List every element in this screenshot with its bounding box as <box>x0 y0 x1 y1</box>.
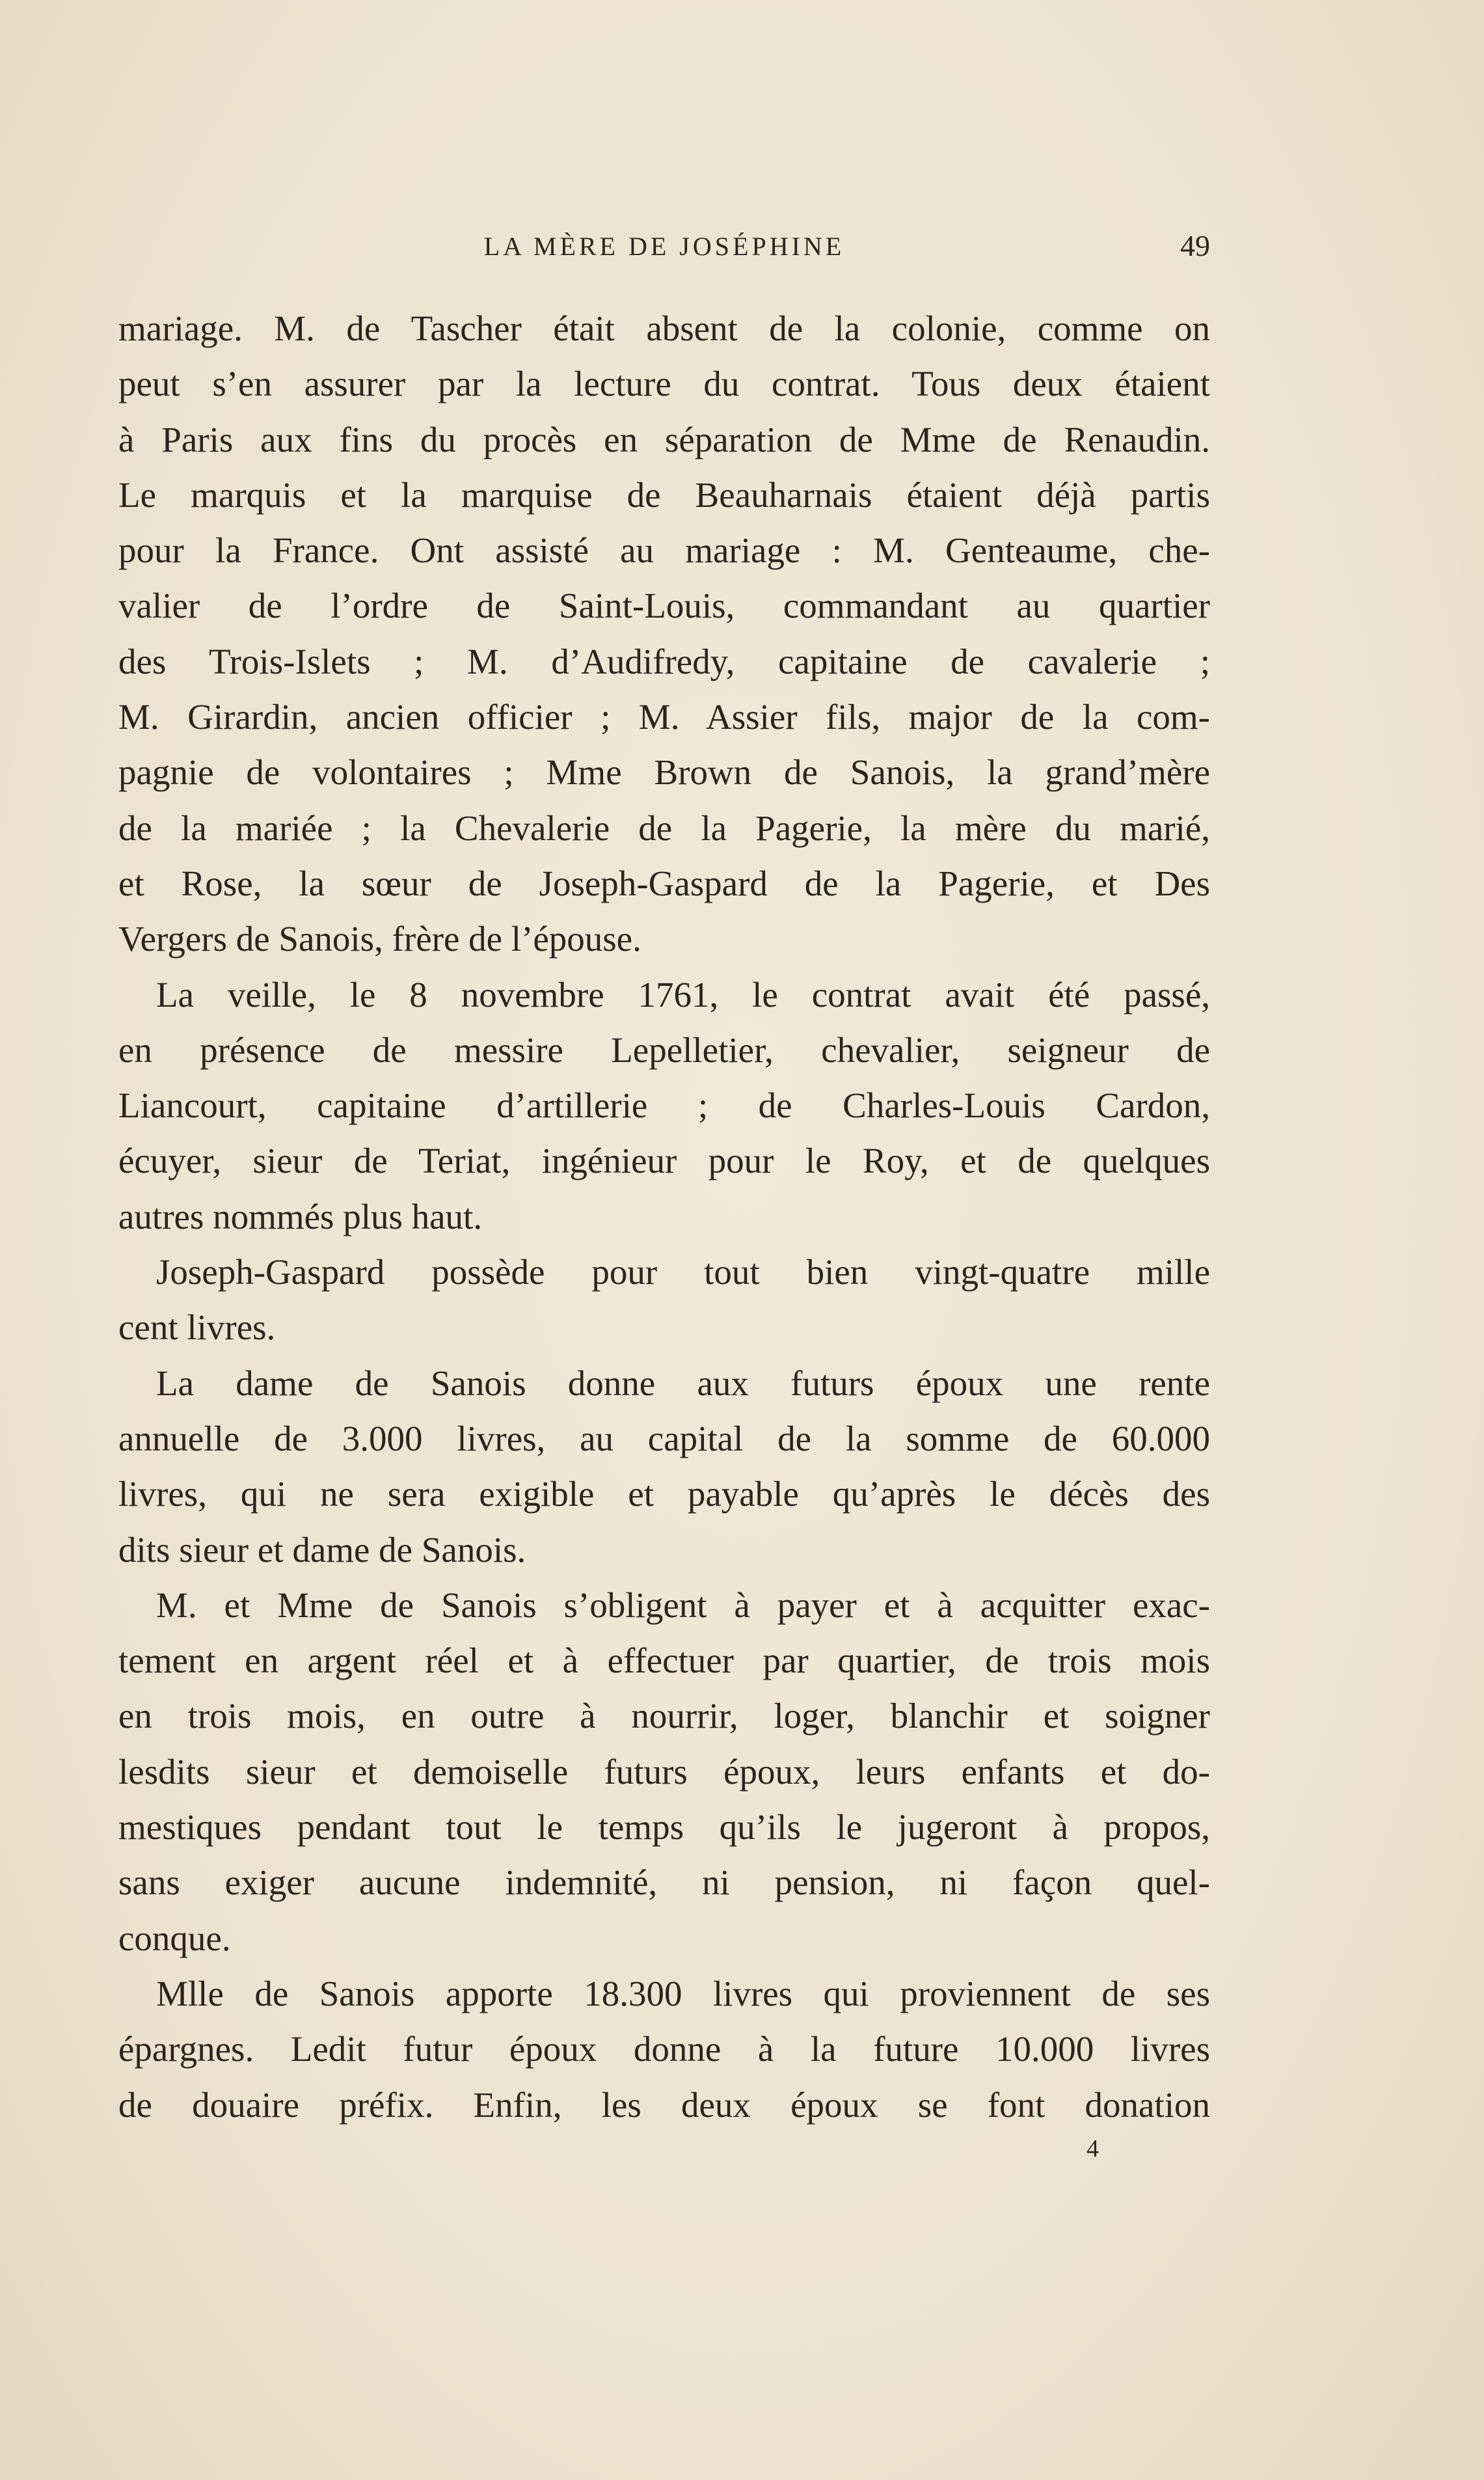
text-line: cent livres. <box>118 1307 276 1348</box>
text-line: pour la France. Ont assisté au mariage : M. Genteaume, che- <box>118 530 1210 571</box>
text-line: tement en argent réel et à effectuer par quartier, de trois mois <box>118 1641 1210 1681</box>
signature-mark: 4 <box>1086 2135 1099 2162</box>
paragraph <box>118 1966 1210 2133</box>
text-line: M. et Mme de Sanois s’obligent à payer et à acquitter exac- <box>156 1585 1210 1625</box>
text-line: annuelle de 3.000 livres, au capital de la somme de 60.000 <box>118 1418 1210 1458</box>
text-line: à Paris aux fins du procès en séparation de Mme de Renaudin. <box>118 419 1210 459</box>
text-line: dits sieur et dame de Sanois. <box>118 1529 526 1570</box>
paragraph <box>118 1244 1210 1356</box>
text-line: valier de l’ordre de Saint-Louis, commandant au quartier <box>118 586 1210 626</box>
text-line: et Rose, la sœur de Joseph-Gaspard de la Pagerie, et Des <box>118 863 1210 903</box>
text-line: en trois mois, en outre à nourrir, loger, blanchir et soigner <box>118 1696 1210 1736</box>
text-line: mestiques pendant tout le temps qu’ils le jugeront à propos, <box>118 1807 1210 1847</box>
paragraph <box>118 301 1210 967</box>
paragraph <box>118 1356 1210 1577</box>
text-line: écuyer, sieur de Teriat, ingénieur pour le Roy, et de quelques <box>118 1141 1210 1181</box>
text-line: en présence de messire Lepelletier, chevalier, seigneur de <box>118 1029 1210 1070</box>
text-line: conque. <box>118 1918 231 1958</box>
text-line: Joseph-Gaspard possède pour tout bien vingt-quatre mille <box>156 1252 1210 1292</box>
text-line: épargnes. Ledit futur époux donne à la future 10.000 livres <box>118 2029 1210 2069</box>
text-line: mariage. M. de Tascher était absent de la colonie, comme on <box>118 308 1210 348</box>
text-line: peut s’en assurer par la lecture du contrat. Tous deux étaient <box>118 364 1210 404</box>
body-text <box>118 301 1210 2133</box>
paragraph <box>118 967 1210 1244</box>
text-line: Le marquis et la marquise de Beauharnais étaient déjà partis <box>118 474 1210 515</box>
text-line: M. Girardin, ancien officier ; M. Assier fils, major de la com- <box>118 697 1210 737</box>
running-title: LA MÈRE DE JOSÉPHINE <box>483 232 845 261</box>
text-line: livres, qui ne sera exigible et payable qu’après le décès des <box>118 1474 1210 1514</box>
text-line: La veille, le 8 novembre 1761, le contrat avait été passé, <box>156 974 1210 1015</box>
text-line: La dame de Sanois donne aux futurs époux une rente <box>156 1363 1210 1403</box>
text-line: autres nommés plus haut. <box>118 1196 483 1236</box>
page-number: 49 <box>1180 229 1210 262</box>
text-line: pagnie de volontaires ; Mme Brown de Sanois, la grand’mère <box>118 752 1210 793</box>
paragraph <box>118 1577 1210 1966</box>
text-line: sans exiger aucune indemnité, ni pension, ni façon quel- <box>118 1862 1210 1903</box>
text-line: de douaire préfix. Enfin, les deux époux se font donation <box>118 2084 1210 2125</box>
text-line: lesdits sieur et demoiselle futurs époux, leurs enfants et do- <box>118 1751 1210 1792</box>
running-header <box>118 231 1210 270</box>
text-line: Vergers de Sanois, frère de l’épouse. <box>118 919 641 959</box>
text-line: Mlle de Sanois apporte 18.300 livres qui proviennent de ses <box>156 1973 1210 2013</box>
text-line: des Trois-Islets ; M. d’Audifredy, capitaine de cavalerie ; <box>118 641 1210 681</box>
text-line: Liancourt, capitaine d’artillerie ; de Charles-Louis Cardon, <box>118 1085 1210 1126</box>
text-line: de la mariée ; la Chevalerie de la Pagerie, la mère du marié, <box>118 808 1210 848</box>
